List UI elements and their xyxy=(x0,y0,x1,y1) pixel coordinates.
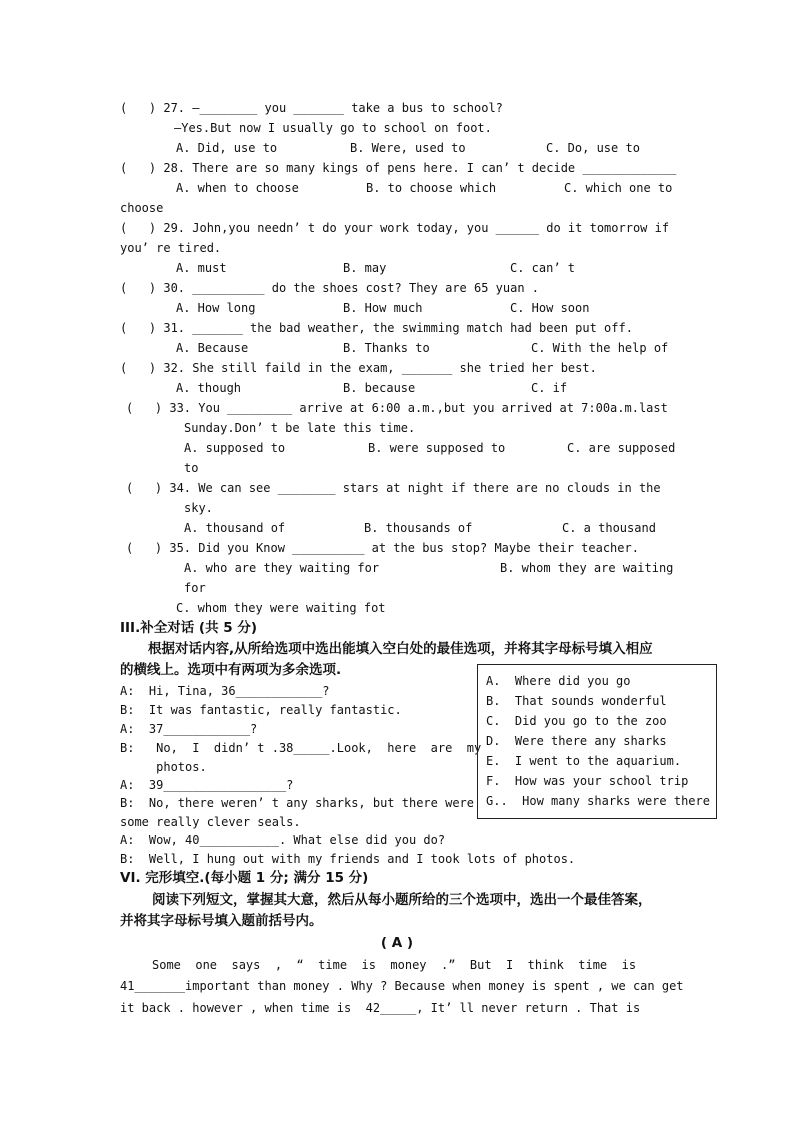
q27-option-a: A. Did, use to xyxy=(176,141,278,155)
q33-option-c: C. are supposed xyxy=(567,441,676,455)
q31-option-b: B. Thanks to xyxy=(343,341,430,355)
question-28: ( ) 28. There are so many kings of pens here. I can’ t decide _____________ xyxy=(120,161,677,175)
option-item: A. Where did you go xyxy=(486,674,631,688)
dialog-line: A: Wow, 40___________. What else did you do? xyxy=(120,833,446,847)
q33-option-b: B. were supposed to xyxy=(368,441,506,455)
question-32: ( ) 32. She still faild in the exam, _______ she tried her best. xyxy=(120,361,597,375)
dialog-line: A: Hi, Tina, 36____________? xyxy=(120,684,330,698)
q32-option-c: C. if xyxy=(531,381,568,395)
dialog-line: A: 37____________? xyxy=(120,722,258,736)
q35-option-b-cont: for xyxy=(184,581,206,595)
q32-option-a: A. though xyxy=(176,381,242,395)
section-3-title: III.补全对话 (共 5 分) xyxy=(120,620,258,636)
dialog-line: B: Well, I hung out with my friends and I took lots of photos. xyxy=(120,852,576,866)
q27-option-b: B. Were, used to xyxy=(350,141,466,155)
section-6-title: VI. 完形填空.(每小题 1 分; 满分 15 分) xyxy=(120,870,369,886)
q33-option-c-cont: to xyxy=(184,461,199,475)
q28-option-a: A. when to choose xyxy=(176,181,299,195)
option-item: G.. How many sharks were there xyxy=(486,794,710,808)
option-item: F. How was your school trip xyxy=(486,774,689,788)
passage-line: Some one says , “ time is money .” But I think time is xyxy=(152,958,637,972)
option-item: B. That sounds wonderful xyxy=(486,694,667,708)
option-item: E. I went to the aquarium. xyxy=(486,754,682,768)
dialog-line: B: No, there weren’ t any sharks, but there were xyxy=(120,796,475,810)
q33-option-a: A. supposed to xyxy=(184,441,286,455)
dialog-line: photos. xyxy=(120,760,207,774)
question-34: ( ) 34. We can see ________ stars at night if there are no clouds in the xyxy=(126,481,661,495)
q34-continuation: sky. xyxy=(184,501,213,515)
q28-option-b: B. to choose which xyxy=(366,181,497,195)
q29-continuation: you’ re tired. xyxy=(120,241,222,255)
option-item: D. Were there any sharks xyxy=(486,734,667,748)
question-29: ( ) 29. John,you needn’ t do your work today, you ______ do it tomorrow if xyxy=(120,221,670,235)
q34-option-b: B. thousands of xyxy=(364,521,473,535)
option-item: C. Did you go to the zoo xyxy=(486,714,667,728)
question-33: ( ) 33. You _________ arrive at 6:00 a.m.,but you arrived at 7:00a.m.last xyxy=(126,401,668,415)
question-27-response: —Yes.But now I usually go to school on foot. xyxy=(174,121,492,135)
q35-option-a: A. who are they waiting for xyxy=(184,561,380,575)
q28-continuation: choose xyxy=(120,201,164,215)
q27-option-c: C. Do, use to xyxy=(546,141,640,155)
dialog-line: some really clever seals. xyxy=(120,815,301,829)
q29-option-b: B. may xyxy=(343,261,387,275)
q33-continuation: Sunday.Don’ t be late this time. xyxy=(184,421,416,435)
q34-option-a: A. thousand of xyxy=(184,521,286,535)
q28-option-c: C. which one to xyxy=(564,181,673,195)
q34-option-c: C. a thousand xyxy=(562,521,656,535)
section-3-instruction-2: 的横线上。选项中有两项为多余选项. xyxy=(120,662,342,678)
options-box xyxy=(477,664,717,819)
dialog-line: B: No, I didn’ t .38_____.Look, here are my xyxy=(120,741,482,755)
dialog-line: B: It was fantastic, really fantastic. xyxy=(120,703,402,717)
question-27: ( ) 27. —________ you _______ take a bus to school? xyxy=(120,101,503,115)
q31-option-a: A. Because xyxy=(176,341,249,355)
q35-option-c: C. whom they were waiting fot xyxy=(176,601,386,615)
section-6-instruction-1: 阅读下列短文，掌握其大意，然后从每小题所给的三个选项中，选出一个最佳答案， xyxy=(152,892,652,908)
dialog-line: A: 39_________________? xyxy=(120,778,294,792)
section-3-instruction-1: 根据对话内容,从所给选项中选出能填入空白处的最佳选项，并将其字母标号填入相应 xyxy=(148,641,653,657)
q29-option-a: A. must xyxy=(176,261,227,275)
q29-option-c: C. can’ t xyxy=(510,261,576,275)
q31-option-c: C. With the help of xyxy=(531,341,669,355)
section-6-instruction-2: 并将其字母标号填入题前括号内。 xyxy=(120,913,323,929)
question-30: ( ) 30. __________ do the shoes cost? They are 65 yuan . xyxy=(120,281,540,295)
q30-option-a: A. How long xyxy=(176,301,256,315)
q30-option-c: C. How soon xyxy=(510,301,590,315)
passage-line: it back . however , when time is 42_____, It’ ll never return . That is xyxy=(120,1001,641,1015)
q35-option-b: B. whom they are waiting xyxy=(500,561,674,575)
passage-line: 41_______important than money . Why ? Because when money is spent , we can get xyxy=(120,979,684,993)
question-35: ( ) 35. Did you Know __________ at the bus stop? Maybe their teacher. xyxy=(126,541,639,555)
q32-option-b: B. because xyxy=(343,381,416,395)
question-31: ( ) 31. _______ the bad weather, the swimming match had been put off. xyxy=(120,321,633,335)
q30-option-b: B. How much xyxy=(343,301,423,315)
passage-label: ( A ) xyxy=(380,935,414,951)
